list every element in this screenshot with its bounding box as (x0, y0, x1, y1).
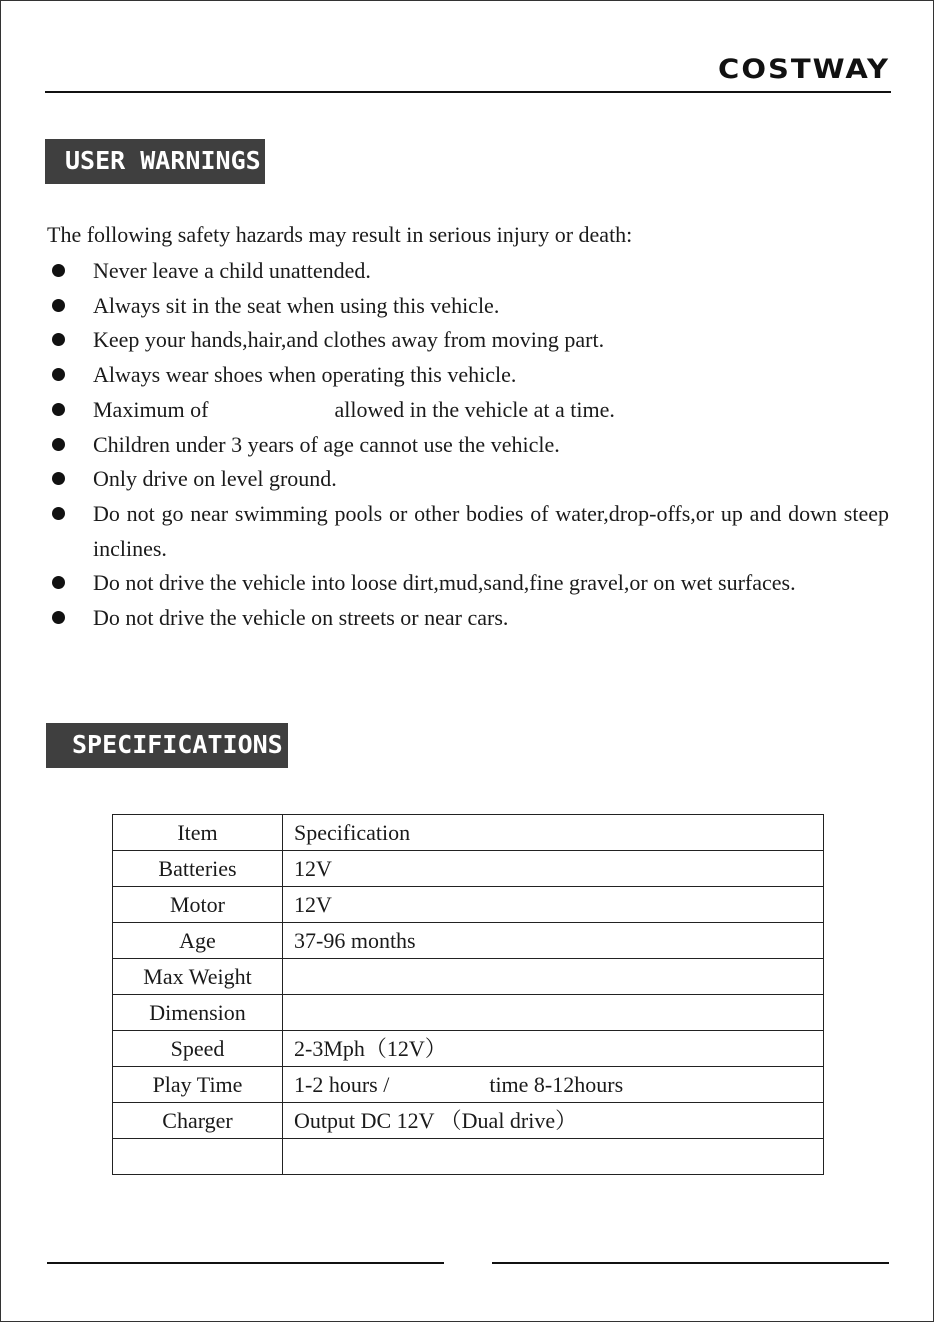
table-row (113, 1139, 824, 1175)
spec-cell (283, 1067, 824, 1103)
list-item (47, 462, 889, 497)
spec-cell: 37-96 months (283, 923, 824, 959)
item-cell: Motor (113, 887, 283, 923)
item-cell: Batteries (113, 851, 283, 887)
specifications-table (112, 814, 824, 1175)
warning-text: Do not go near swimming pools or other bodies of water,drop-offs,or up and down steep inclines. (93, 500, 889, 561)
table-row (113, 1067, 824, 1103)
warning-text: Always wear shoes when operating this vehicle. (93, 362, 517, 388)
table-row (113, 1103, 824, 1139)
list-item (47, 393, 889, 428)
bullet-icon (52, 472, 65, 485)
spec-cell (283, 959, 824, 995)
spec-text-part: 1-2 hours / (294, 1072, 390, 1097)
table-row (113, 923, 824, 959)
bullet-icon (52, 611, 65, 624)
header-divider (45, 91, 891, 93)
table-row (113, 959, 824, 995)
warnings-list (47, 254, 889, 636)
spec-text-part: time 8-12hours (489, 1072, 624, 1097)
brand-logo: COSTWAY (718, 53, 890, 85)
list-item (47, 358, 889, 393)
item-cell: Speed (113, 1031, 283, 1067)
bullet-icon (52, 264, 65, 277)
warnings-intro: The following safety hazards may result in serious injury or death: (47, 222, 633, 247)
warning-text-part: Maximum of (93, 396, 209, 422)
spec-cell: 12V (283, 887, 824, 923)
table-row (113, 887, 824, 923)
list-item (47, 323, 889, 358)
spec-cell: Output DC 12V （Dual drive） (283, 1103, 824, 1139)
spec-cell (283, 1139, 824, 1175)
bullet-icon (52, 507, 65, 520)
list-item (47, 497, 889, 566)
list-item (47, 601, 889, 636)
table-header-row (113, 815, 824, 851)
bullet-icon (52, 403, 65, 416)
table-row (113, 1031, 824, 1067)
list-item (47, 428, 889, 463)
specifications-heading: SPECIFICATIONS (46, 723, 288, 768)
footer-divider-left (47, 1262, 444, 1264)
warning-text: Always sit in the seat when using this vehicle. (93, 292, 500, 318)
user-warnings-heading: USER WARNINGS (45, 139, 265, 184)
item-cell: Max Weight (113, 959, 283, 995)
list-item (47, 566, 889, 601)
list-item (47, 289, 889, 324)
warning-text: Do not drive the vehicle into loose dirt,mud,sand,fine gravel,or on wet surfaces. (93, 570, 796, 596)
item-cell: Dimension (113, 995, 283, 1031)
table-row (113, 851, 824, 887)
warning-text: Do not drive the vehicle on streets or near cars. (93, 605, 509, 631)
header-item: Item (113, 815, 283, 851)
table-row (113, 995, 824, 1031)
bullet-icon (52, 299, 65, 312)
item-cell: Charger (113, 1103, 283, 1139)
item-cell: Play Time (113, 1067, 283, 1103)
warning-text-part: allowed in the vehicle at a time. (334, 396, 615, 422)
bullet-icon (52, 333, 65, 346)
spec-cell: 2-3Mph（12V） (283, 1031, 824, 1067)
warning-text: Never leave a child unattended. (93, 258, 371, 283)
spec-cell (283, 995, 824, 1031)
bullet-icon (52, 368, 65, 381)
list-item (47, 254, 889, 289)
bullet-icon (52, 576, 65, 589)
footer-divider-right (492, 1262, 889, 1264)
item-cell (113, 1139, 283, 1175)
warning-text: Children under 3 years of age cannot use the vehicle. (93, 431, 560, 457)
warning-text: Only drive on level ground. (93, 466, 337, 492)
spec-cell: 12V (283, 851, 824, 887)
header-specification: Specification (283, 815, 824, 851)
warning-text: Keep your hands,hair,and clothes away from moving part. (93, 327, 605, 353)
bullet-icon (52, 438, 65, 451)
item-cell: Age (113, 923, 283, 959)
